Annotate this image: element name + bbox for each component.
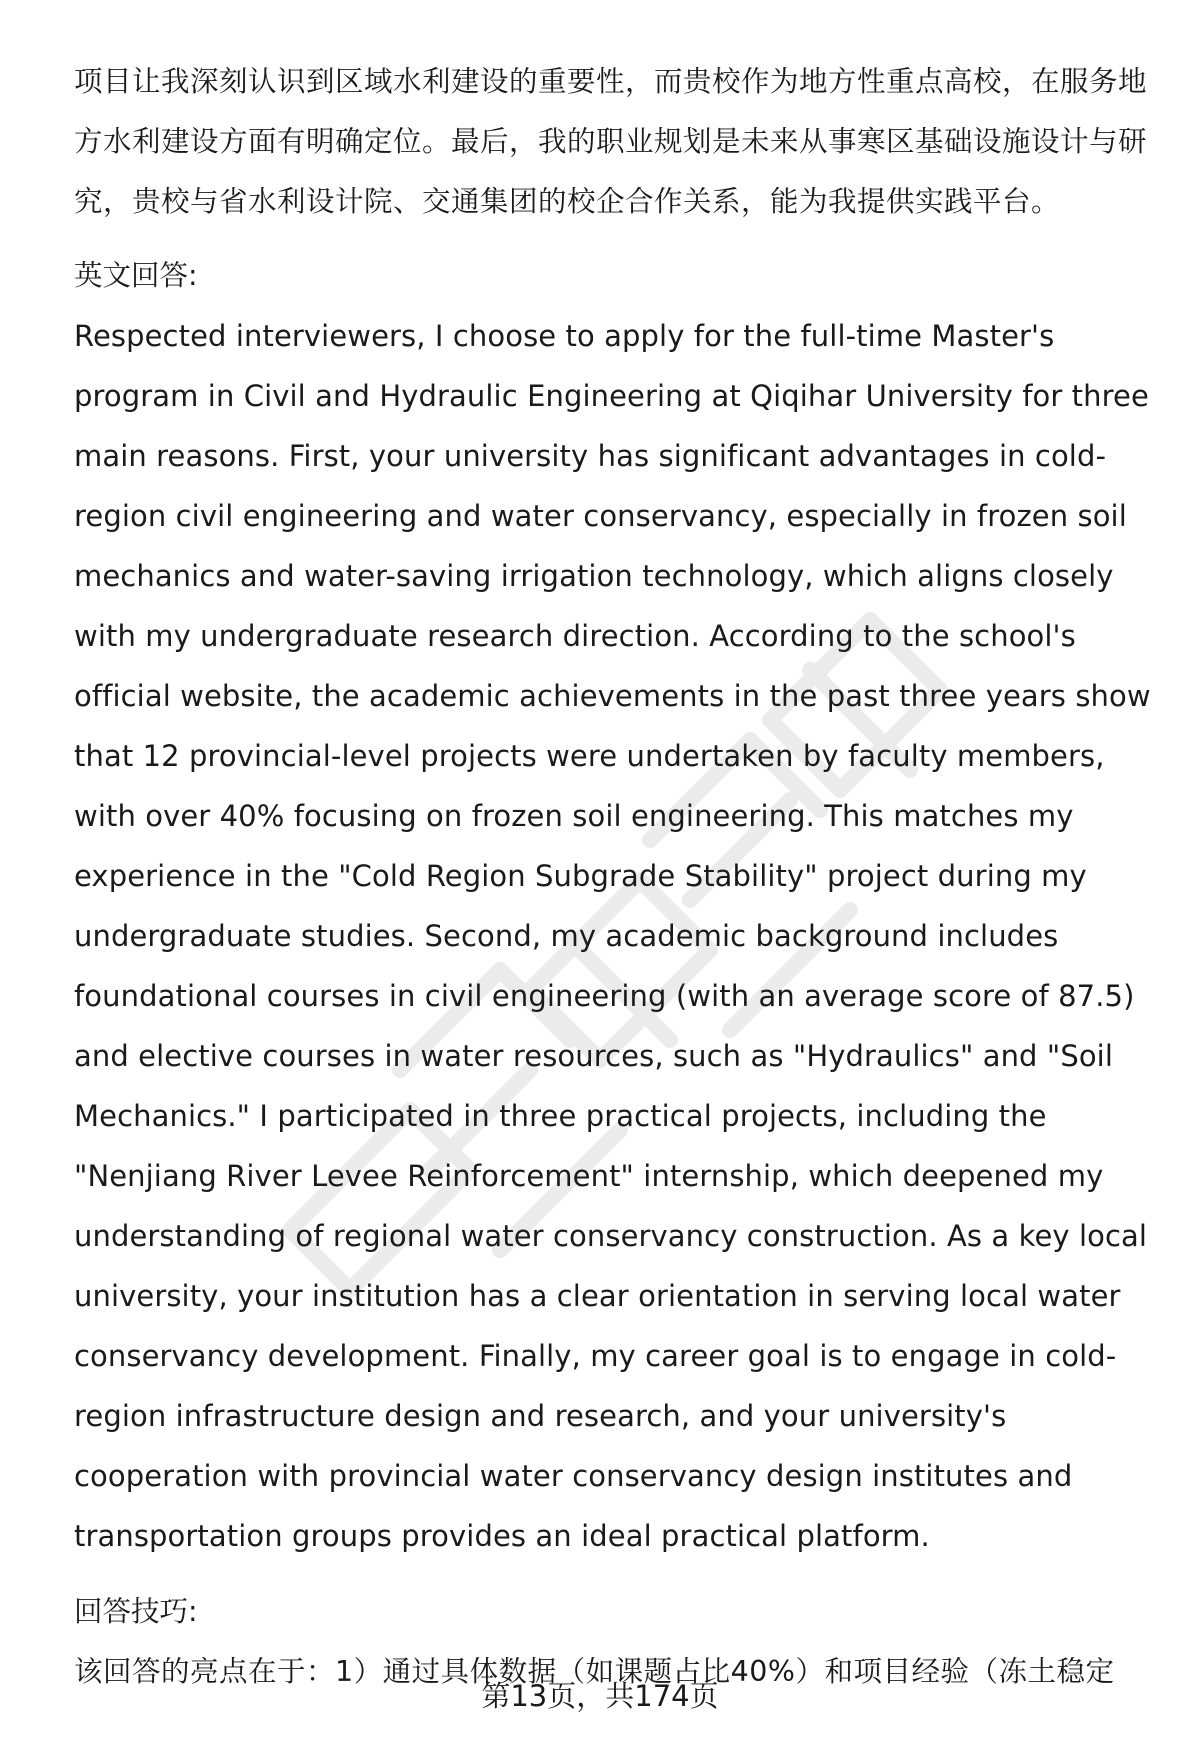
answer-tips-heading: 回答技巧: <box>74 1595 198 1628</box>
document-body <box>74 52 1164 1702</box>
intro-paragraph: 项目让我深刻认识到区域水利建设的重要性，而贵校作为地方性重点高校，在服务地方水利建设方面有明确定位。最后，我的职业规划是未来从事寒区基础设施设计与研究，贵校与省水利设计院、交通集团的校企合作关系，能为我提供实践平台。 <box>74 65 1148 218</box>
page-number-footer: 第13页，共174页 <box>481 1679 719 1713</box>
answer-tips-paragraph: 该回答的亮点在于：1）通过具体数据（如课题占比40%）和项目经验（冻土稳定 <box>74 1655 1115 1688</box>
english-answer-paragraph: Respected interviewers, I choose to apply for the full-time Master's program in Civil and Hydraulic Engineering at Qiqihar University for three main reasons. First, your university has significant advantages in cold-region civil engineering and water conservancy, especially in frozen soil mechanics and water-saving irrigation technology, which aligns closely with my undergraduate research direction. According to the school's official website, the academic achievements in the past three years show that 12 provincial-level projects were undertaken by faculty members, with over 40% focusing on frozen soil engineering. This matches my experience in the "Cold Region Subgrade Stability" project during my undergraduate studies. Second, my academic background includes foundational courses in civil engineering (with an average score of 87.5) and elective courses in water resources, such as "Hydraulics" and "Soil Mechanics." I participated in three practical projects, including the "Nenjiang River Levee Reinforcement" internship, which deepened my understanding of regional water conservancy construction. As a key local university, your institution has a clear orientation in serving local water conservancy development. Finally, my career goal is to engage in cold-region infrastructure design and research, and your university's cooperation with provincial water conservancy design institutes and transportation groups provides an ideal practical platform. <box>74 319 1151 1553</box>
english-answer-heading: 英文回答: <box>74 259 198 292</box>
